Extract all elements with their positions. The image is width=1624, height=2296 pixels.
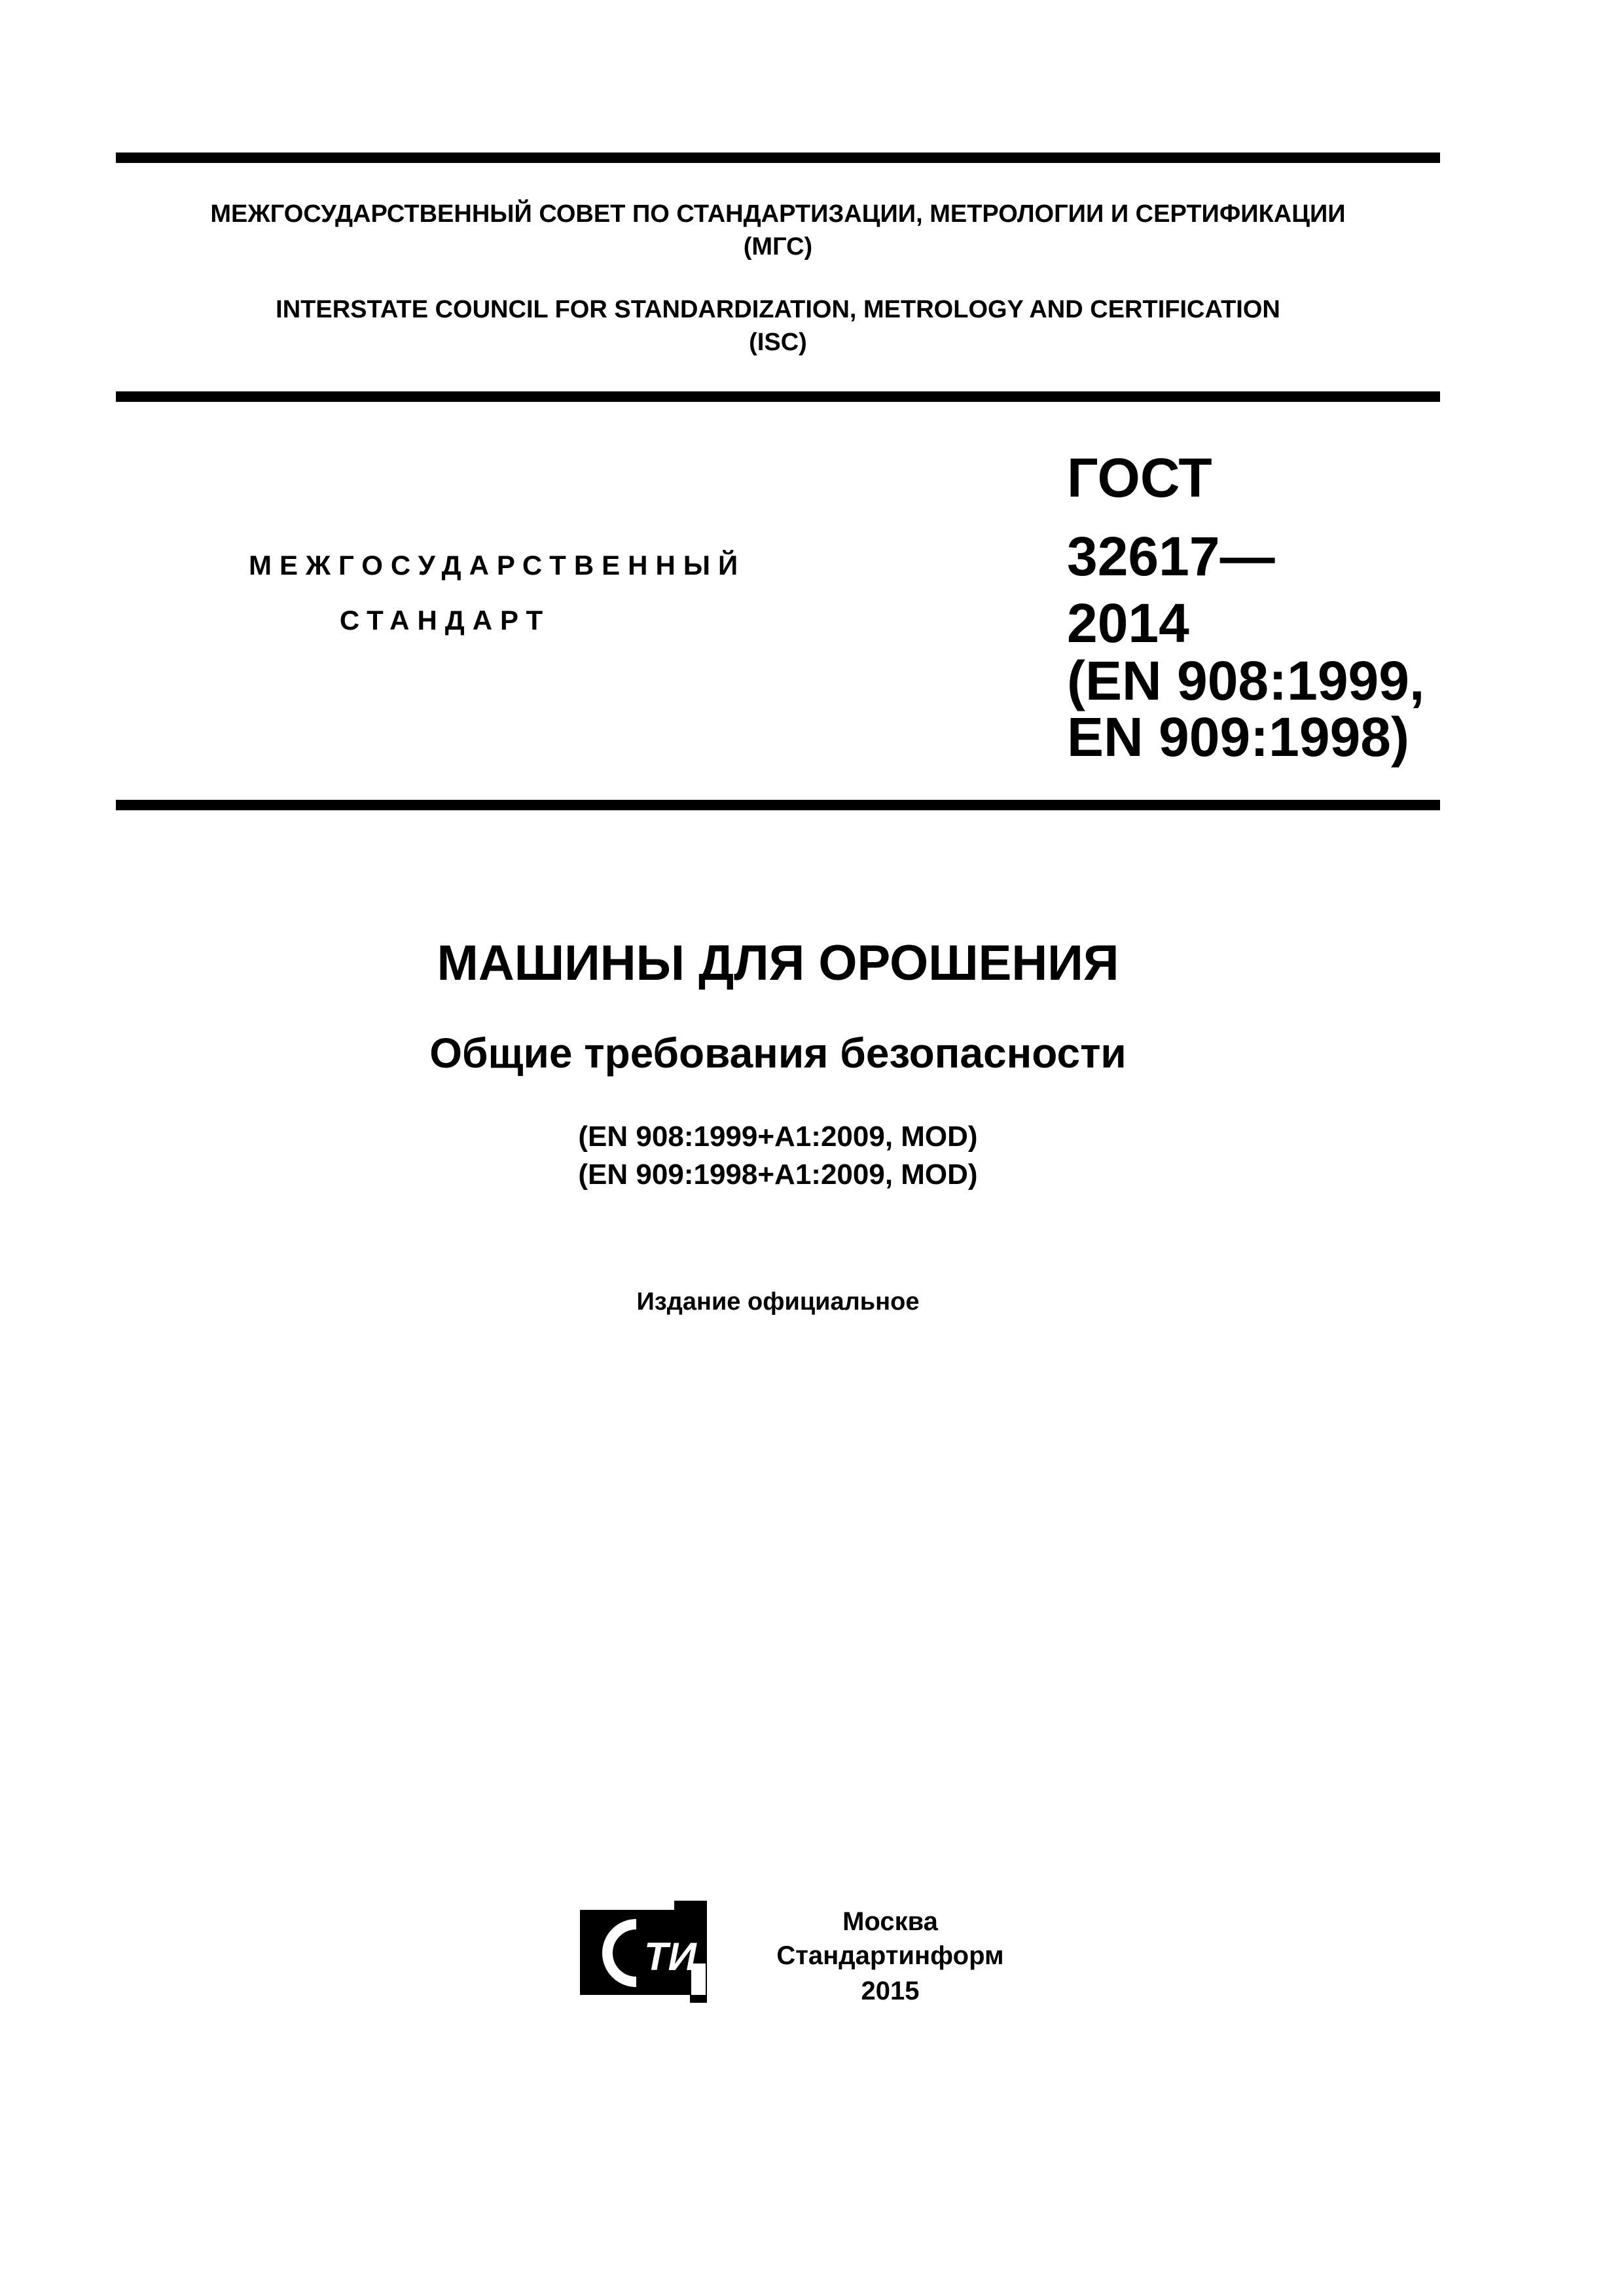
document-title: МАШИНЫ ДЛЯ ОРОШЕНИЯ <box>437 935 1119 991</box>
document-subtitle: Общие требования безопасности <box>429 1030 1127 1077</box>
reference-en-908: (EN 908:1999+A1:2009, MOD) <box>578 1121 978 1153</box>
top-rule <box>116 152 1440 163</box>
official-edition-label: Издание официальное <box>636 1288 920 1316</box>
council-name-en: INTERSTATE COUNCIL FOR STANDARDIZATION, METROLOGY AND CERTIFICATION <box>276 296 1280 323</box>
council-abbr-en: (ISC) <box>749 329 807 356</box>
gost-number: 32617— <box>1067 526 1275 587</box>
gost-year: 2014 <box>1067 592 1189 654</box>
publisher-name: Стандартинформ <box>776 1941 1004 1970</box>
council-abbr-ru: (МГС) <box>743 233 813 260</box>
svg-text:ТИ: ТИ <box>644 1935 696 1979</box>
header-bottom-rule <box>116 391 1440 402</box>
standard-type-line2: СТАНДАРТ <box>339 605 551 636</box>
standard-type-line1: МЕЖГОСУДАРСТВЕННЫЙ <box>249 550 746 581</box>
designation-bottom-rule <box>116 800 1440 810</box>
council-name-ru: МЕЖГОСУДАРСТВЕННЫЙ СОВЕТ ПО СТАНДАРТИЗАЦИИ, МЕТРОЛОГИИ И СЕРТИФИКАЦИИ <box>210 200 1346 228</box>
gost-label: ГОСТ <box>1067 447 1212 509</box>
gost-equivalent-1: (EN 908:1999, <box>1067 650 1425 711</box>
gost-equivalent-2: EN 909:1998) <box>1067 706 1409 768</box>
publisher-city: Москва <box>842 1907 938 1936</box>
publication-year: 2015 <box>861 1977 920 2005</box>
standartinform-logo-icon <box>576 1898 711 2011</box>
reference-en-909: (EN 909:1998+A1:2009, MOD) <box>578 1158 978 1191</box>
